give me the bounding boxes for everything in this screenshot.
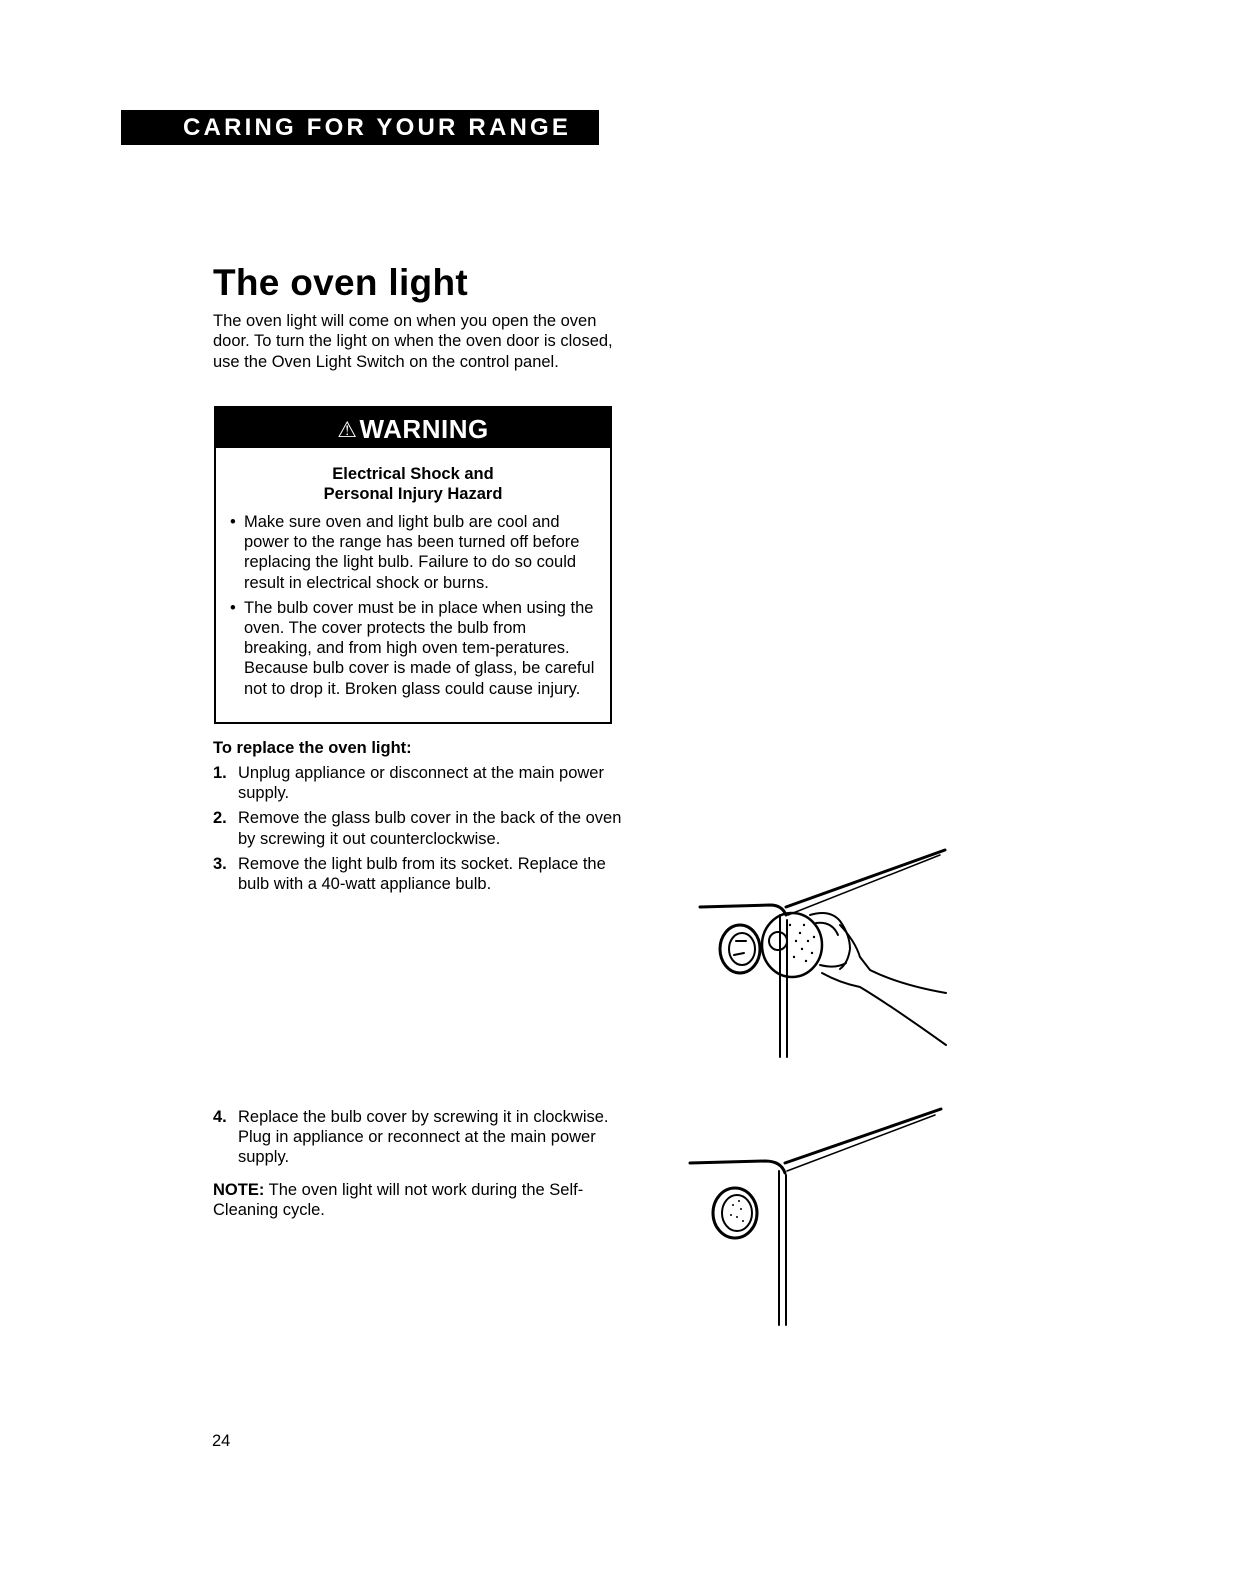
step-text: Remove the glass bulb cover in the back of the oven by screwing it out counterclockwise. [238,809,622,848]
step-item [213,763,623,803]
step-text: Unplug appliance or disconnect at the main power supply. [238,764,604,803]
warning-item: • Make sure oven and light bulb are cool and power to the range has been turned off before replacing the light bulb. Failure to do so could result in electrical shock or burns. [230,512,598,593]
note-text: The oven light will not work during the Self-Cleaning cycle. [213,1181,584,1220]
step-text: Remove the light bulb from its socket. Replace the bulb with a 40-watt appliance bulb. [238,854,606,894]
step-text: Replace the bulb cover by screwing it in clockwise. Plug in appliance or reconnect at the main power supply. [238,1108,609,1167]
step-number: 4. [213,1108,227,1126]
warning-box [214,406,612,724]
warning-label: WARNING [359,414,489,444]
section-title: CARING FOR YOUR RANGE [183,114,572,141]
step-item [213,854,623,894]
warning-list [216,512,610,699]
page-number: 24 [212,1432,231,1450]
steps-heading: To replace the oven light: [213,739,412,757]
steps-list [213,763,623,899]
steps-list-continued [213,1107,623,1168]
step-number: 1. [213,764,227,782]
note-label: NOTE: [213,1181,265,1199]
intro-paragraph: The oven light will come on when you open the oven door. To turn the light on when the oven door is closed, use the Oven Light Switch on the control panel. [213,312,613,371]
note-paragraph [213,1180,613,1220]
hazard-title-line-2: Personal Injury Hazard [323,485,503,503]
warning-item: • The bulb cover must be in place when using the oven. The cover protects the bulb from breaking, and from high oven tem-peratures. Because bulb cover is made of glass, be careful not to drop it. Broken glass could cause injury. [230,598,598,699]
page-title: The oven light [213,262,468,303]
step-number: 2. [213,809,227,828]
step-item [213,808,623,848]
step-item [213,1107,623,1168]
section-header-bar [121,110,599,145]
warning-header [216,408,610,448]
remove-bulb-cover-illustration [690,845,952,1065]
hazard-title-line-1: Electrical Shock and [332,465,494,483]
step-number: 3. [213,854,227,873]
bulb-cover-installed-illustration [685,1105,950,1330]
warning-triangle-icon: ⚠ [337,417,358,442]
hazard-title [216,464,610,504]
